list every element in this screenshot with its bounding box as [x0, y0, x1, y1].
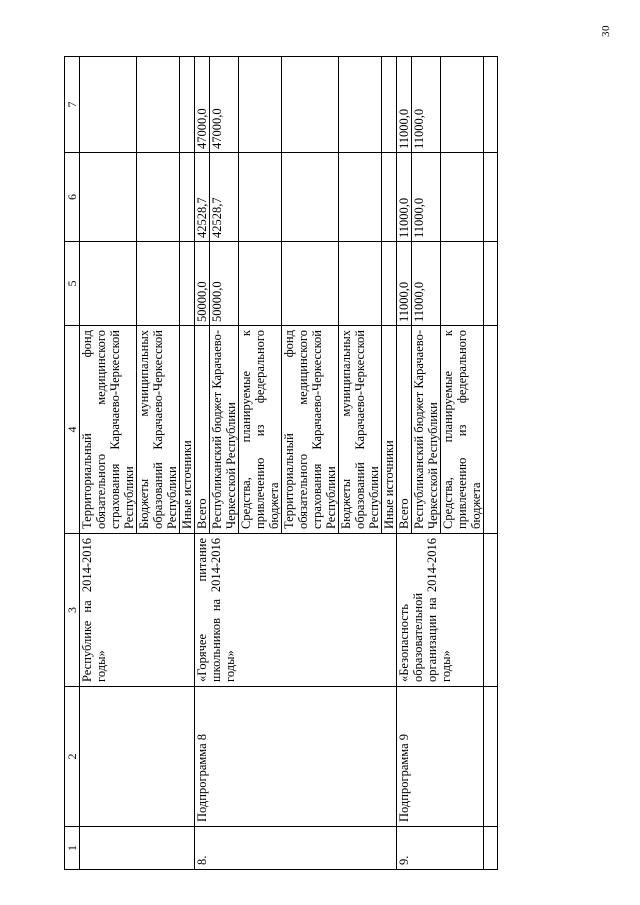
- funding-source-cell: Иные источники: [180, 326, 195, 534]
- subprogram-cell: Подпрограмма 8: [195, 687, 397, 827]
- empty-cell: [484, 534, 498, 687]
- program-name-cell: «Безопасность образовательной организации на 2014-2016 годы»: [397, 534, 484, 687]
- funding-source-cell: Бюджеты муниципальных образований Карачаево-Черкесской Республики: [339, 326, 382, 534]
- program-name-cell: «Горячее питание школьников на 2014-2016 годы»: [195, 534, 397, 687]
- empty-cell: [484, 57, 498, 153]
- table-row: [195, 57, 210, 870]
- funding-source-cell: Республиканский бюджет Карачаево-Черкесской Республики: [412, 326, 441, 534]
- empty-cell: [484, 153, 498, 242]
- value-2016-cell: [180, 57, 195, 153]
- row-number-cell: [80, 827, 195, 870]
- value-2015-cell: [282, 153, 339, 242]
- value-2016-cell: [339, 57, 382, 153]
- funding-source-cell: Средства, планируемые к привлечению из федерального бюджета: [239, 326, 282, 534]
- header-cell: 4: [65, 326, 80, 534]
- empty-cell: [484, 242, 498, 326]
- value-2015-cell: 42528,7: [195, 153, 210, 242]
- funding-source-cell: Республиканский бюджет Карачаево-Черкесской Республики: [210, 326, 239, 534]
- value-2016-cell: 11000,0: [397, 57, 412, 153]
- value-2016-cell: [382, 57, 397, 153]
- empty-cell: [484, 687, 498, 827]
- value-2016-cell: [441, 57, 484, 153]
- value-2016-cell: [282, 57, 339, 153]
- table-row: [80, 57, 137, 870]
- empty-cell: [484, 326, 498, 534]
- table-row: [397, 57, 412, 870]
- value-2014-cell: [282, 242, 339, 326]
- value-2014-cell: 11000,0: [397, 242, 412, 326]
- row-number-cell: 8.: [195, 827, 397, 870]
- value-2016-cell: 11000,0: [412, 57, 441, 153]
- value-2015-cell: [339, 153, 382, 242]
- value-2014-cell: 50000,0: [195, 242, 210, 326]
- row-number-cell: 9.: [397, 827, 484, 870]
- header-cell: 6: [65, 153, 80, 242]
- funding-source-cell: Территориальный фонд обязательного медицинского страхования Карачаево-Черкесской Республики: [80, 326, 137, 534]
- value-2015-cell: [137, 153, 180, 242]
- value-2015-cell: [382, 153, 397, 242]
- value-2015-cell: [180, 153, 195, 242]
- funding-table: [64, 56, 498, 870]
- value-2014-cell: [239, 242, 282, 326]
- value-2014-cell: [180, 242, 195, 326]
- value-2016-cell: [137, 57, 180, 153]
- value-2015-cell: [80, 153, 137, 242]
- value-2015-cell: 11000,0: [412, 153, 441, 242]
- subprogram-cell: Подпрограмма 9: [397, 687, 484, 827]
- value-2015-cell: 42528,7: [210, 153, 239, 242]
- funding-source-cell: Бюджеты муниципальных образований Карачаево-Черкесской Республики: [137, 326, 180, 534]
- value-2016-cell: 47000,0: [195, 57, 210, 153]
- table-header-row: [65, 57, 80, 870]
- funding-source-cell: Территориальный фонд обязательного медицинского страхования Карачаево-Черкесской Республики: [282, 326, 339, 534]
- value-2014-cell: [339, 242, 382, 326]
- value-2015-cell: [441, 153, 484, 242]
- value-2016-cell: [239, 57, 282, 153]
- header-cell: 5: [65, 242, 80, 326]
- funding-source-cell: Иные источники: [382, 326, 397, 534]
- header-cell: 1: [65, 827, 80, 870]
- header-cell: 3: [65, 534, 80, 687]
- value-2016-cell: 47000,0: [210, 57, 239, 153]
- funding-source-cell: Всего: [397, 326, 412, 534]
- header-cell: 7: [65, 57, 80, 153]
- value-2015-cell: 11000,0: [397, 153, 412, 242]
- value-2014-cell: 11000,0: [412, 242, 441, 326]
- value-2014-cell: [137, 242, 180, 326]
- value-2016-cell: [80, 57, 137, 153]
- funding-source-cell: Средства, планируемые к привлечению из федерального бюджета: [441, 326, 484, 534]
- funding-source-cell: Всего: [195, 326, 210, 534]
- value-2015-cell: [239, 153, 282, 242]
- table-row: [484, 57, 498, 870]
- value-2014-cell: [382, 242, 397, 326]
- value-2014-cell: 50000,0: [210, 242, 239, 326]
- page-number: 30: [600, 25, 612, 37]
- value-2014-cell: [80, 242, 137, 326]
- program-name-cell: Республике на 2014-2016 годы»: [80, 534, 195, 687]
- empty-cell: [484, 827, 498, 870]
- subprogram-cell: [80, 687, 195, 827]
- header-cell: 2: [65, 687, 80, 827]
- value-2014-cell: [441, 242, 484, 326]
